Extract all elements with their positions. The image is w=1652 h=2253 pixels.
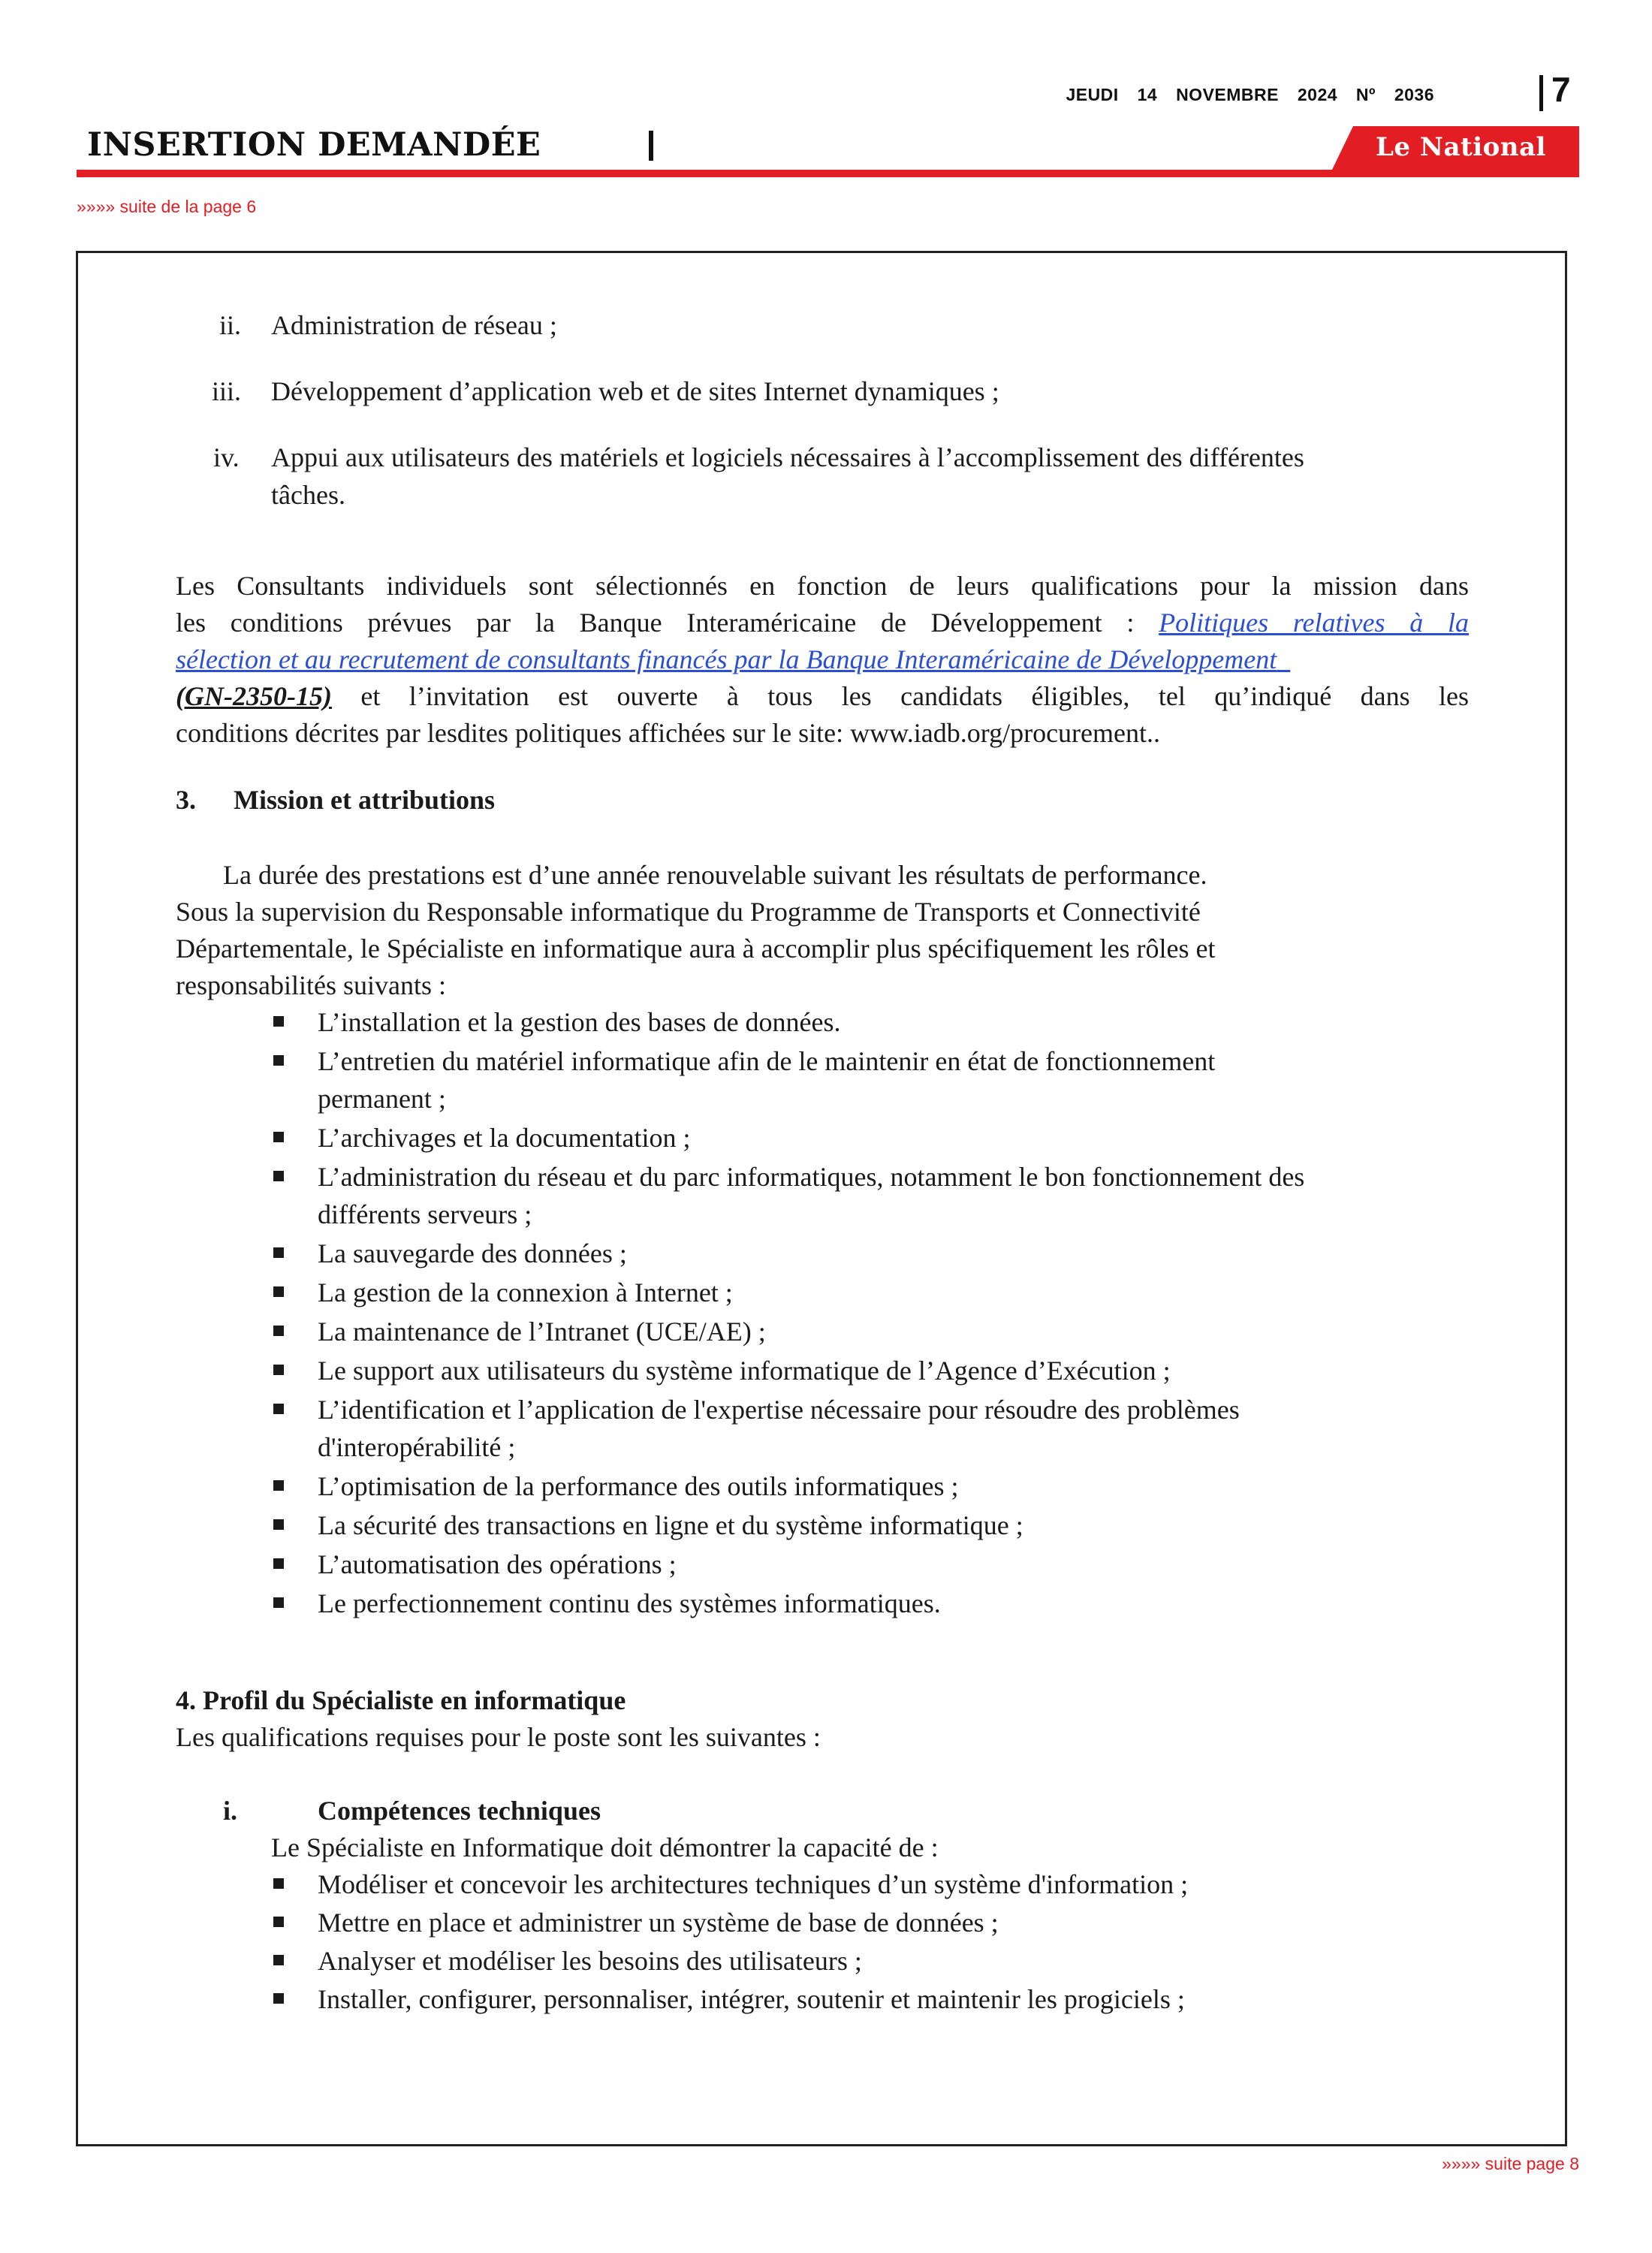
dateline-date: 14	[1137, 85, 1158, 104]
section-3-number: 3.	[176, 785, 196, 815]
section-3-text: La durée des prestations est d’une année renouvelable suivant les résultats de performance.	[223, 860, 1207, 890]
bullet-square	[273, 1955, 284, 1965]
subsection-marker: i.	[223, 1796, 238, 1826]
bullet-square	[273, 1558, 284, 1569]
bullet-square	[273, 1917, 284, 1927]
list-item: La sécurité des transactions en ligne et du système informatique ;	[318, 1510, 1023, 1540]
roman-item: Développement d’application web et de sites Internet dynamiques ;	[271, 376, 999, 406]
dateline-month: NOVEMBRE	[1176, 85, 1279, 104]
roman-item: Appui aux utilisateurs des matériels et logiciels nécessaires à l’accomplissement des différentes	[271, 442, 1304, 472]
subsection-title: Compétences techniques	[318, 1796, 601, 1826]
list-item: L’identification et l’application de l'expertise nécessaire pour résoudre des problèmes	[318, 1395, 1240, 1425]
roman-marker: ii.	[219, 310, 242, 340]
list-item: Le perfectionnement continu des systèmes informatiques.	[318, 1588, 941, 1618]
intro-text: les conditions prévues par la Banque Interaméricaine de Développement :	[176, 608, 1159, 638]
list-item: L’optimisation de la performance des outils informatiques ;	[318, 1471, 959, 1501]
insertion-box	[76, 251, 1567, 2146]
bullet-square	[273, 1993, 284, 2004]
brand-name: Le National	[1376, 132, 1546, 162]
dateline	[909, 85, 1434, 105]
list-item: Modéliser et concevoir les architectures techniques d’un système d'information ;	[318, 1869, 1189, 1899]
section-4-intro: Les qualifications requises pour le poste sont les suivantes :	[176, 1722, 821, 1752]
list-item: L’installation et la gestion des bases de données.	[318, 1007, 841, 1037]
list-item: L’administration du réseau et du parc informatiques, notamment le bon fonctionnement des	[318, 1162, 1305, 1192]
bullet-square	[273, 1365, 284, 1375]
bullet-square	[273, 1597, 284, 1608]
roman-marker: iii.	[212, 376, 242, 406]
section-3-text: Sous la supervision du Responsable informatique du Programme de Transports et Connectivité	[176, 897, 1201, 927]
section-4-title: 4. Profil du Spécialiste en informatique	[176, 1685, 626, 1715]
continued-from-note: »»»» suite de la page 6	[77, 197, 257, 216]
bullet-square	[273, 1519, 284, 1530]
section-3-text: Départementale, le Spécialiste en informatique aura à accomplir plus spécifiquement les rôles et	[176, 933, 1216, 964]
title-divider	[649, 131, 653, 161]
roman-item-continuation: tâches.	[271, 480, 345, 510]
intro-line	[176, 604, 1469, 641]
bullet-square	[273, 1055, 284, 1066]
list-item: La gestion de la connexion à Internet ;	[318, 1277, 733, 1307]
intro-text: et l’invitation est ouverte à tous les candidats éligibles, tel qu’indiqué dans les	[331, 681, 1469, 711]
bullet-square	[273, 1286, 284, 1297]
intro-line: Les Consultants individuels sont sélectionnés en fonction de leurs qualifications pour la mission dans	[176, 571, 1469, 601]
list-item: Le support aux utilisateurs du système informatique de l’Agence d’Exécution ;	[318, 1356, 1171, 1386]
section-3-text: responsabilités suivants :	[176, 970, 446, 1000]
list-item-continuation: différents serveurs ;	[318, 1199, 532, 1229]
bullet-square	[273, 1132, 284, 1142]
bullet-square	[273, 1326, 284, 1336]
list-item: L’archivages et la documentation ;	[318, 1123, 691, 1153]
continued-to-note: »»»» suite page 8	[1442, 2154, 1579, 2173]
dateline-issue: Nº 2036	[1355, 85, 1434, 104]
policy-link-continued[interactable]: sélection et au recrutement de consultants financés par la Banque Interaméricaine de Développement	[176, 644, 1277, 674]
list-item-continuation: d'interopérabilité ;	[318, 1432, 516, 1462]
bullet-square	[273, 1016, 284, 1027]
bullet-square	[273, 1878, 284, 1889]
list-item: Mettre en place et administrer un système de base de données ;	[318, 1908, 999, 1938]
section-title: INSERTION DEMANDÉE	[87, 126, 541, 164]
dateline-day: JEUDI	[1066, 85, 1119, 104]
list-item: La maintenance de l’Intranet (UCE/AE) ;	[318, 1317, 766, 1347]
list-item: L’entretien du matériel informatique afin de le maintenir en état de fonctionnement	[318, 1046, 1216, 1076]
list-item-continuation: permanent ;	[318, 1084, 446, 1114]
intro-line	[176, 641, 1482, 678]
bullet-square	[273, 1480, 284, 1491]
intro-line	[176, 677, 1469, 715]
roman-item: Administration de réseau ;	[271, 310, 557, 340]
page-number-divider	[1539, 75, 1543, 111]
list-item: Analyser et modéliser les besoins des utilisateurs ;	[318, 1946, 862, 1976]
list-item: Installer, configurer, personnaliser, intégrer, soutenir et maintenir les progiciels ;	[318, 1984, 1185, 2014]
roman-marker: iv.	[213, 442, 240, 472]
page-number: 7	[1551, 70, 1571, 109]
policy-link[interactable]: Politiques relatives à la	[1159, 608, 1469, 638]
dateline-year: 2024	[1297, 85, 1338, 104]
subsection-intro: Le Spécialiste en Informatique doit démontrer la capacité de :	[271, 1832, 939, 1862]
bullet-square	[273, 1404, 284, 1414]
list-item: L’automatisation des opérations ;	[318, 1549, 677, 1579]
section-3-title: Mission et attributions	[234, 785, 496, 815]
list-item: La sauvegarde des données ;	[318, 1238, 627, 1268]
bullet-square	[273, 1247, 284, 1258]
bullet-square	[273, 1171, 284, 1181]
policy-code: (GN-2350-15)	[176, 681, 332, 711]
intro-line: conditions décrites par lesdites politiques affichées sur le site: www.iadb.org/procurement..	[176, 718, 1160, 748]
